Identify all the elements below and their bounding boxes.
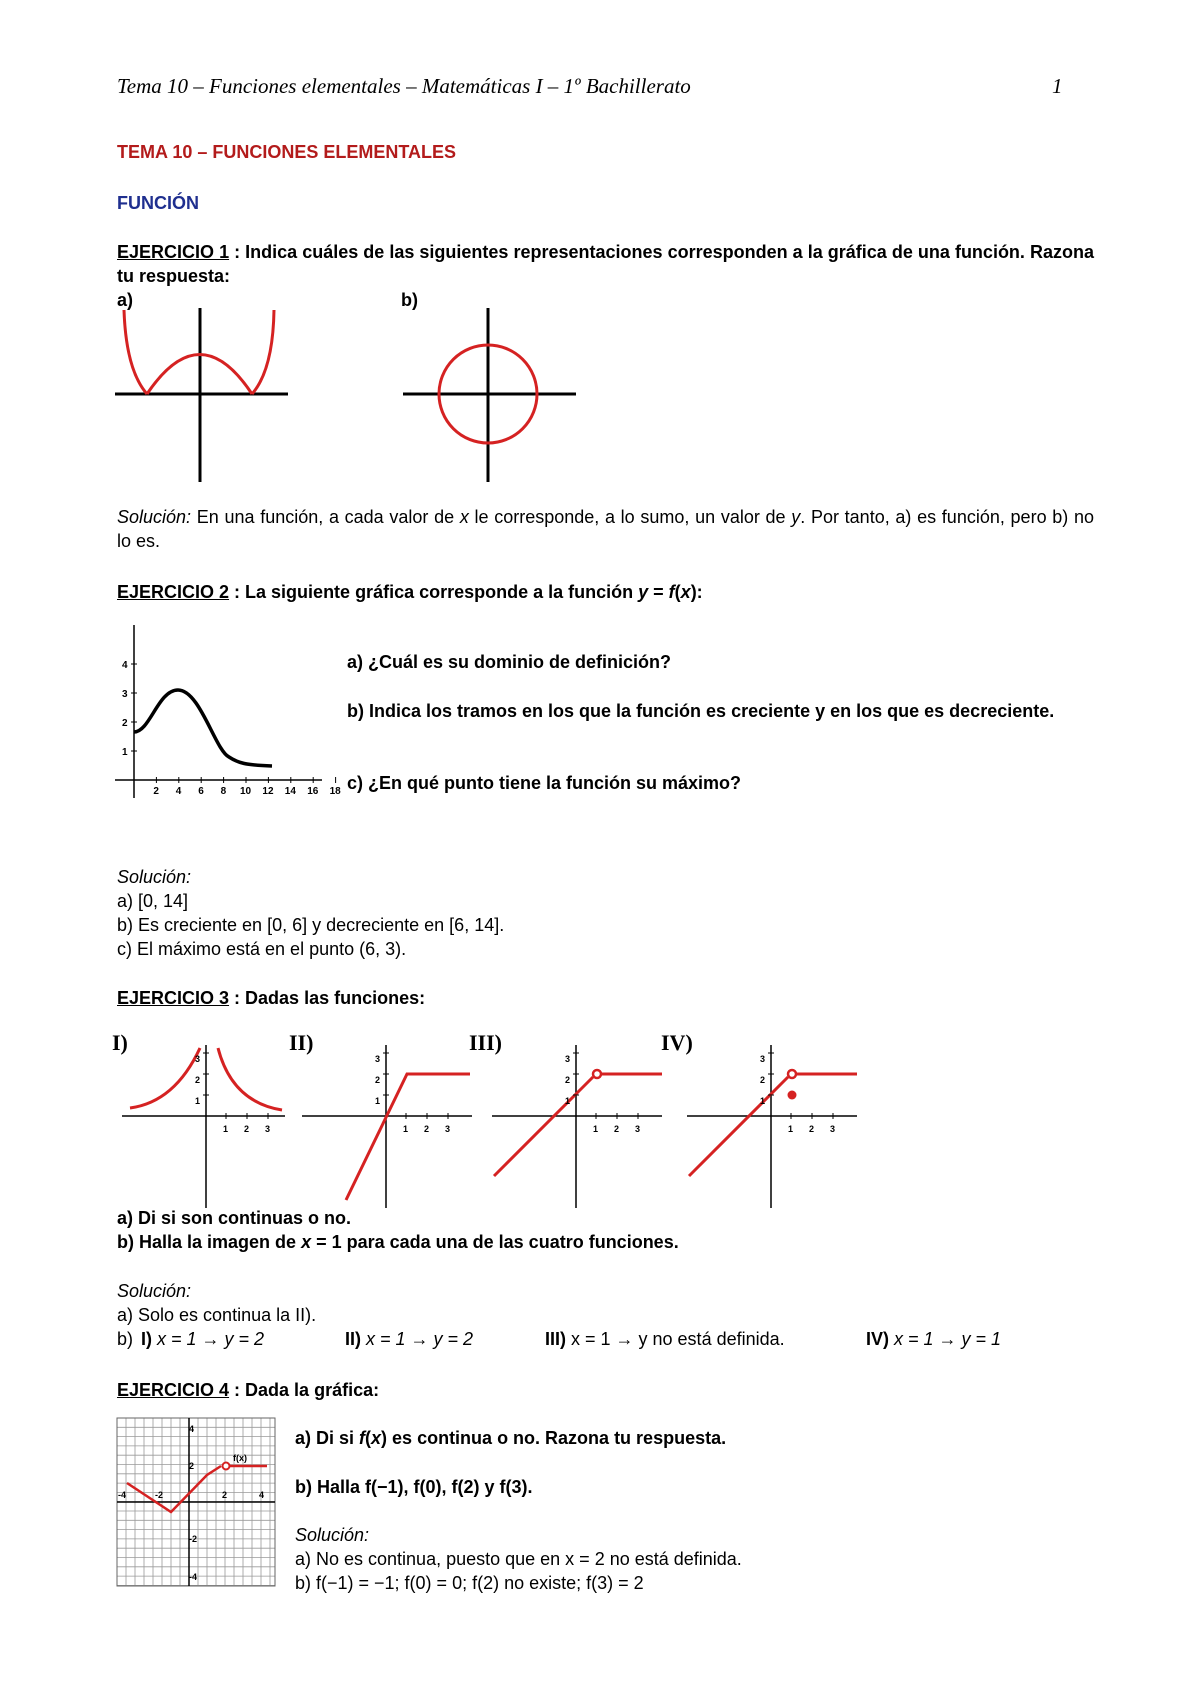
ex4-solution-label: Solución: <box>295 1525 370 1545</box>
tick-label: 3 <box>445 1124 451 1134</box>
tick-label: 3 <box>375 1054 381 1064</box>
x-tick-label: 12 <box>262 786 274 797</box>
tick-label: 4 <box>189 1424 195 1434</box>
tick-label: 1 <box>788 1124 794 1134</box>
tick-label: -4 <box>189 1572 198 1582</box>
x-tick-label: 14 <box>284 786 296 797</box>
x-tick-label: 8 <box>220 786 227 797</box>
ex1-graph-a <box>110 300 300 485</box>
ex3-solution-label: Solución: <box>117 1281 192 1301</box>
exercise-4-label: EJERCICIO 4 <box>117 1380 230 1400</box>
x-tick-label: 18 <box>329 786 341 797</box>
tick-label: -2 <box>189 1534 198 1544</box>
tick-label: -2 <box>155 1490 164 1500</box>
x-tick-label: 4 <box>175 786 182 797</box>
y-tick-label: 4 <box>122 660 128 671</box>
ex3-solution-a: a) Solo es continua la II). <box>117 1305 317 1325</box>
ex3-question-a: a) Di si son continuas o no. <box>117 1208 352 1228</box>
tick-label: 2 <box>189 1461 195 1471</box>
y-tick-label: 1 <box>122 747 128 758</box>
exercise-1-label: EJERCICIO 1 <box>117 242 230 262</box>
ex1-option-a: a) <box>117 290 134 310</box>
exercise-1-statement: EJERCICIO 1 : Indica cuáles de las siguientes representaciones corresponden a la gráfica de una función. Razona tu respuesta: <box>117 242 1094 286</box>
ex2-solution-c: c) El máximo está en el punto (6, 3). <box>117 939 407 959</box>
tick-label: 1 <box>565 1096 571 1106</box>
tick-label: 3 <box>195 1054 201 1064</box>
tick-label: 2 <box>375 1075 381 1085</box>
y-tick-label: 2 <box>122 718 128 729</box>
tick-label: 1 <box>223 1124 229 1134</box>
running-header: Tema 10 – Funciones elementales – Matemáticas I – 1º Bachillerato <box>117 74 691 98</box>
ex2-question-c: c) ¿En qué punto tiene la función su máximo? <box>347 773 742 793</box>
x-tick-label: 10 <box>240 786 252 797</box>
section-title: FUNCIÓN <box>117 193 199 213</box>
x-tick-label: 6 <box>198 786 204 797</box>
tick-label: 3 <box>635 1124 641 1134</box>
ex2-question-a: a) ¿Cuál es su dominio de definición? <box>347 652 672 672</box>
exercise-3-statement: EJERCICIO 3 : Dadas las funciones: <box>117 988 426 1008</box>
ex3-graph-II <box>300 1040 480 1210</box>
document-title: TEMA 10 – FUNCIONES ELEMENTALES <box>117 142 457 162</box>
ex2-solution-b: b) Es creciente en [0, 6] y decreciente en [6, 14]. <box>117 915 505 935</box>
tick-label: 3 <box>760 1054 766 1064</box>
ex4-solution-a: a) No es continua, puesto que en x = 2 no está definida. <box>295 1549 742 1569</box>
tick-label: 2 <box>760 1075 766 1085</box>
ex4-question-a: a) Di si f(x) es continua o no. Razona tu respuesta. <box>295 1428 727 1448</box>
exercise-2-statement: EJERCICIO 2 : La siguiente gráfica corresponde a la función y = f(x): <box>117 582 703 602</box>
exercise-3-label: EJERCICIO 3 <box>117 988 230 1008</box>
tick-label: -4 <box>118 1490 127 1500</box>
tick-label: 2 <box>614 1124 620 1134</box>
ex4-solution-b: b) f(−1) = −1; f(0) = 0; f(2) no existe; f(3) = 2 <box>295 1573 644 1593</box>
ex3-graph-IV <box>685 1040 865 1210</box>
exercise-4-statement: EJERCICIO 4 : Dada la gráfica: <box>117 1380 380 1400</box>
tick-label: 2 <box>809 1124 815 1134</box>
ex3-solution-b-II: II) x = 1 → y = 2 <box>345 1329 474 1349</box>
tick-label: 3 <box>265 1124 271 1134</box>
x-tick-label: 16 <box>307 786 319 797</box>
ex3-graph-I <box>120 1040 290 1210</box>
tick-label: 1 <box>760 1096 766 1106</box>
ex3-label-IV: IV) <box>661 1030 693 1055</box>
tick-label: 1 <box>593 1124 599 1134</box>
ex4-question-b: b) Halla f(−1), f(0), f(2) y f(3). <box>295 1477 533 1497</box>
ex3-question-b: b) Halla la imagen de x = 1 para cada una de las cuatro funciones. <box>117 1232 679 1252</box>
ex3-label-I: I) <box>112 1030 128 1055</box>
ex3-solution-b-IV: IV) x = 1 → y = 1 <box>866 1329 1002 1349</box>
ex3-solution-b-prefix: b) <box>117 1329 134 1349</box>
ex1-solution: Solución: En una función, a cada valor de x le corresponde, a lo sumo, un valor de y. Por tanto, a) es función, pero b) no lo es. <box>117 507 1094 551</box>
ex2-question-b: b) Indica los tramos en los que la función es creciente y en los que es decreciente. <box>347 701 1055 721</box>
tick-label: 2 <box>424 1124 430 1134</box>
ex3-solution-b-I: I) x = 1 → y = 2 <box>141 1329 265 1349</box>
tick-label: 3 <box>565 1054 571 1064</box>
ex1-option-b: b) <box>401 290 418 310</box>
tick-label: 2 <box>195 1075 201 1085</box>
ex2-solution-label: Solución: <box>117 867 192 887</box>
tick-label: 1 <box>375 1096 381 1106</box>
tick-label: 3 <box>830 1124 836 1134</box>
ex4-graph <box>117 1418 277 1588</box>
ex1-graph-b <box>398 300 588 485</box>
tick-label: 1 <box>195 1096 201 1106</box>
x-tick-label: 2 <box>153 786 159 797</box>
tick-label: 1 <box>403 1124 409 1134</box>
ex2-graph <box>110 620 341 805</box>
exercise-2-label: EJERCICIO 2 <box>117 582 230 602</box>
tick-label: 2 <box>222 1490 228 1500</box>
ex3-label-II: II) <box>289 1030 314 1055</box>
tick-label: 2 <box>244 1124 250 1134</box>
ex2-solution-a: a) [0, 14] <box>117 891 189 911</box>
page-number: 1 <box>1052 74 1063 98</box>
ex3-solution-b-III: III) x = 1 → y no está definida. <box>545 1329 785 1349</box>
tick-label: 4 <box>259 1490 265 1500</box>
tick-label: 2 <box>565 1075 571 1085</box>
graph-function-label: f(x) <box>233 1453 247 1463</box>
ex3-label-III: III) <box>469 1030 503 1055</box>
ex3-graph-III <box>490 1040 670 1210</box>
y-tick-label: 3 <box>122 689 128 700</box>
